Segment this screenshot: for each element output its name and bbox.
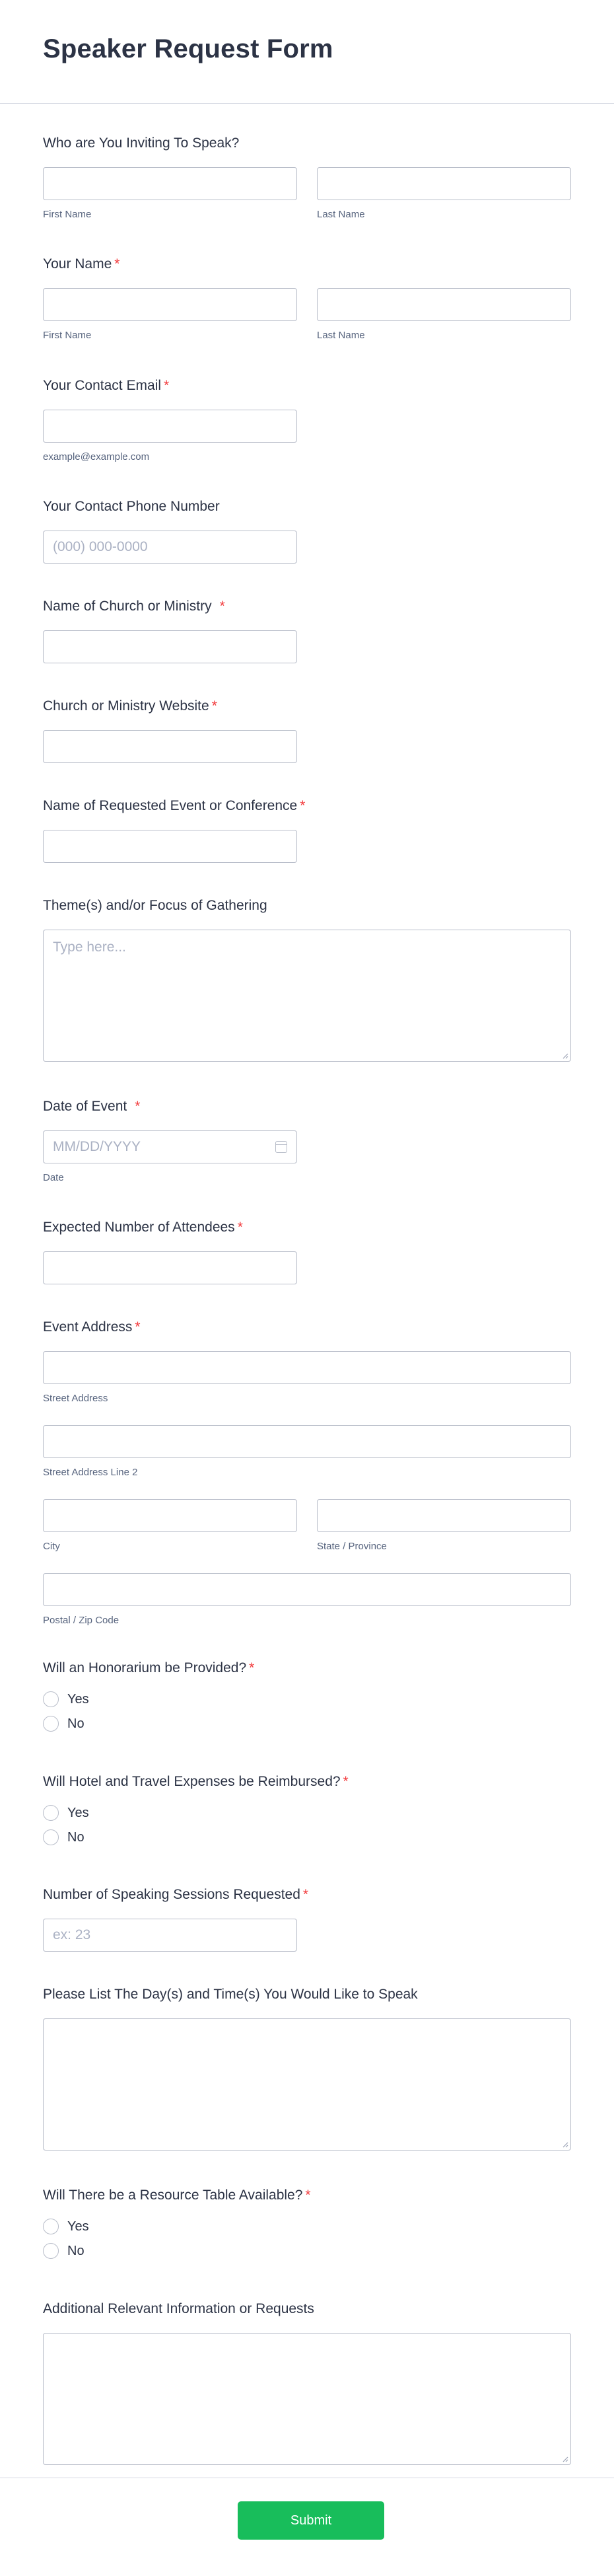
days-label: Please List The Day(s) and Time(s) You Would Like to Speak	[43, 1987, 418, 2002]
event-name-field	[43, 798, 571, 863]
required-mark: *	[219, 599, 225, 614]
theme-placeholder: Type here...	[53, 939, 126, 955]
street-address-line2-input[interactable]	[43, 1425, 571, 1458]
days-field	[43, 1987, 571, 2151]
invite-field	[43, 135, 571, 220]
radio-circle[interactable]	[43, 1691, 59, 1707]
your-name-label: Your Name *	[43, 256, 120, 272]
phone-label: Your Contact Phone Number	[43, 499, 220, 514]
honorarium-label: Will an Honorarium be Provided? *	[43, 1660, 255, 1675]
street-address-sublabel: Street Address	[43, 1393, 108, 1404]
city-input[interactable]	[43, 1499, 297, 1532]
resource-label: Will There be a Resource Table Available? *	[43, 2188, 311, 2203]
required-mark: *	[302, 1887, 309, 1902]
postal-code-sublabel: Postal / Zip Code	[43, 1615, 119, 1626]
email-input[interactable]	[43, 410, 297, 443]
website-field	[43, 698, 571, 763]
radio-circle[interactable]	[43, 1829, 59, 1845]
date-sublabel: Date	[43, 1172, 64, 1183]
required-mark: *	[163, 378, 170, 393]
honorarium-option-yes[interactable]: Yes	[43, 1691, 571, 1707]
postal-code-input[interactable]	[43, 1573, 571, 1606]
theme-label: Theme(s) and/or Focus of Gathering	[43, 898, 267, 913]
phone-input[interactable]	[43, 531, 297, 564]
invite-last-name-sublabel: Last Name	[317, 209, 365, 220]
invite-first-name-sublabel: First Name	[43, 209, 92, 220]
your-name-field	[43, 256, 571, 341]
hotel-option-no[interactable]: No	[43, 1829, 571, 1845]
required-mark: *	[135, 1319, 141, 1335]
theme-field	[43, 898, 571, 1062]
state-input[interactable]	[317, 1499, 571, 1532]
required-mark: *	[249, 1660, 255, 1675]
sessions-placeholder: ex: 23	[53, 1927, 91, 1942]
required-mark: *	[305, 2188, 311, 2203]
street-address-input[interactable]	[43, 1351, 571, 1384]
sessions-input[interactable]	[43, 1919, 297, 1952]
hotel-option-yes[interactable]: Yes	[43, 1805, 571, 1821]
radio-circle[interactable]	[43, 1805, 59, 1821]
sessions-field	[43, 1887, 571, 1952]
street-address-line2-sublabel: Street Address Line 2	[43, 1467, 138, 1478]
your-first-name-sublabel: First Name	[43, 330, 92, 341]
phone-placeholder: (000) 000-0000	[53, 539, 148, 554]
calendar-icon[interactable]	[275, 1141, 287, 1153]
form-header	[0, 0, 614, 104]
email-label: Your Contact Email *	[43, 378, 170, 393]
phone-field	[43, 499, 571, 564]
theme-textarea[interactable]	[43, 930, 571, 1062]
church-label: Name of Church or Ministry *	[43, 599, 225, 614]
address-label: Event Address *	[43, 1319, 141, 1335]
date-label: Date of Event *	[43, 1099, 141, 1114]
required-mark: *	[237, 1220, 243, 1235]
date-placeholder: MM/DD/YYYY	[53, 1139, 141, 1154]
radio-circle[interactable]	[43, 2219, 59, 2234]
required-mark: *	[135, 1099, 141, 1114]
event-name-input[interactable]	[43, 830, 297, 863]
form-title: Speaker Request Form	[43, 34, 333, 63]
church-input[interactable]	[43, 630, 297, 663]
resize-handle-icon[interactable]	[562, 2141, 568, 2148]
additional-field	[43, 2301, 571, 2465]
submit-button[interactable]: Submit	[238, 2501, 384, 2540]
event-name-label: Name of Requested Event or Conference *	[43, 798, 306, 813]
required-mark: *	[211, 698, 217, 714]
honorarium-field	[43, 1660, 571, 1740]
required-mark: *	[343, 1774, 349, 1789]
honorarium-option-no[interactable]: No	[43, 1716, 571, 1732]
required-mark: *	[300, 798, 306, 813]
invite-first-name-input[interactable]	[43, 167, 297, 200]
city-sublabel: City	[43, 1541, 60, 1552]
address-field	[43, 1319, 571, 1626]
radio-circle[interactable]	[43, 2243, 59, 2259]
additional-textarea[interactable]	[43, 2333, 571, 2465]
hotel-label: Will Hotel and Travel Expenses be Reimbursed? *	[43, 1774, 349, 1789]
date-field	[43, 1099, 571, 1183]
radio-circle[interactable]	[43, 1716, 59, 1732]
hotel-field	[43, 1774, 571, 1854]
resize-handle-icon[interactable]	[562, 1052, 568, 1059]
attendees-label: Expected Number of Attendees *	[43, 1220, 243, 1235]
your-last-name-sublabel: Last Name	[317, 330, 365, 341]
days-textarea[interactable]	[43, 2018, 571, 2151]
email-field	[43, 378, 571, 462]
resource-option-no[interactable]: No	[43, 2243, 571, 2259]
sessions-label: Number of Speaking Sessions Requested *	[43, 1887, 309, 1902]
state-sublabel: State / Province	[317, 1541, 387, 1552]
resource-field	[43, 2188, 571, 2267]
invite-label: Who are You Inviting To Speak?	[43, 135, 240, 151]
resize-handle-icon[interactable]	[562, 2456, 568, 2462]
resource-option-yes[interactable]: Yes	[43, 2219, 571, 2234]
your-first-name-input[interactable]	[43, 288, 297, 321]
email-sublabel: example@example.com	[43, 451, 150, 462]
date-input[interactable]	[43, 1130, 297, 1163]
your-last-name-input[interactable]	[317, 288, 571, 321]
website-label: Church or Ministry Website *	[43, 698, 217, 714]
attendees-input[interactable]	[43, 1251, 297, 1284]
website-input[interactable]	[43, 730, 297, 763]
invite-last-name-input[interactable]	[317, 167, 571, 200]
attendees-field	[43, 1220, 571, 1284]
required-mark: *	[114, 256, 120, 272]
church-field	[43, 599, 571, 663]
additional-label: Additional Relevant Information or Requests	[43, 2301, 314, 2316]
